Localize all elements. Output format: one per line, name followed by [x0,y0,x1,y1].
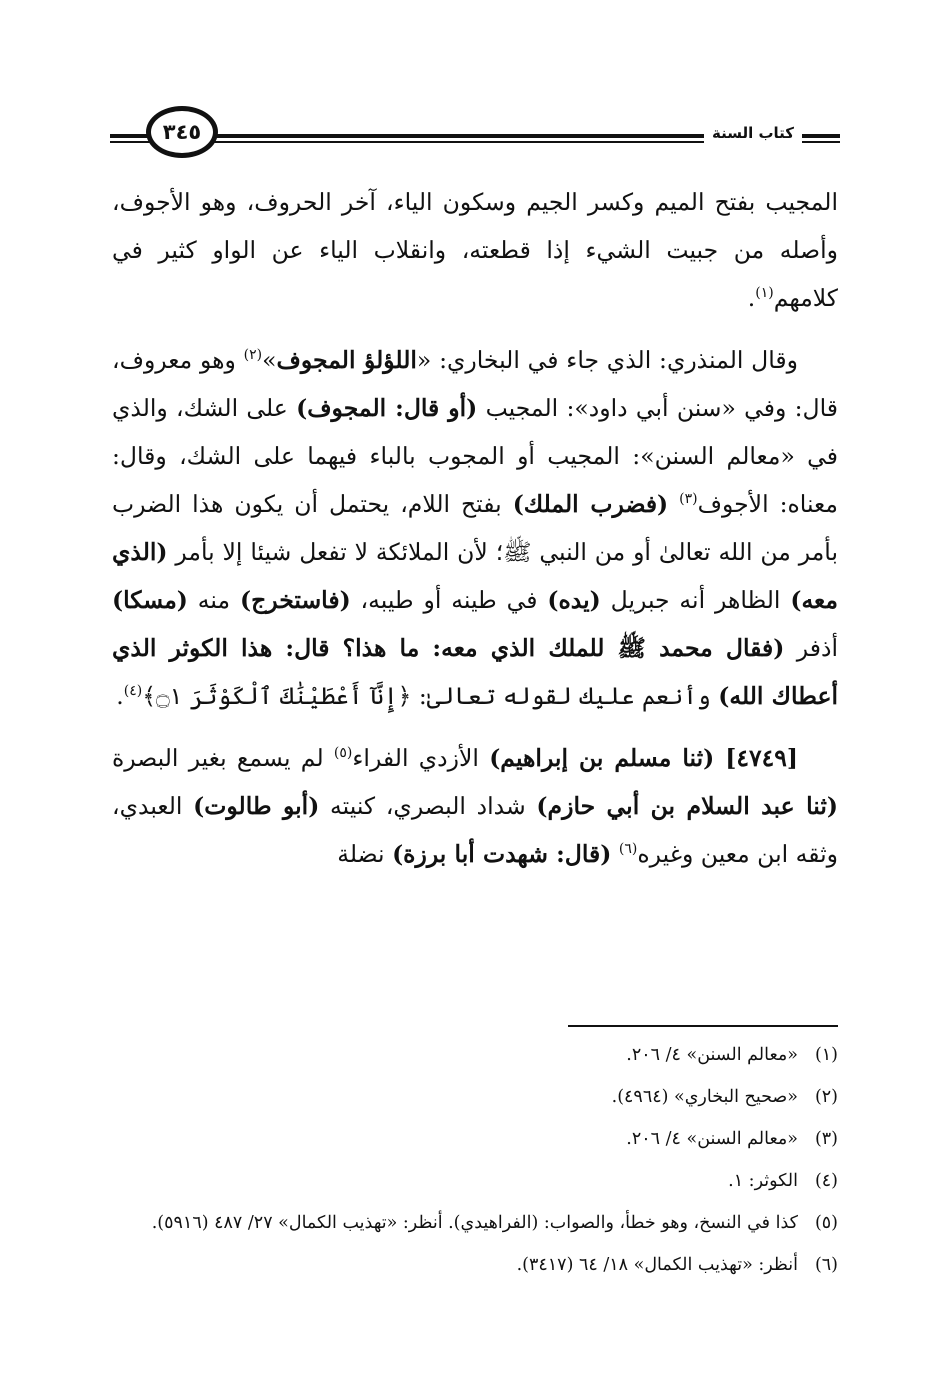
p3-t5 [611,840,618,868]
footnote-number: (٥) [814,1213,838,1233]
p2-t8: في طينه أو طيبه، [350,586,548,614]
p2-t4: على الشك، والذي في «معالم السنن»: المجيب أو المجوب بالباء فيهما على الشك، وقال: معناه: الأجوف [112,394,838,518]
p2-t11: وأنعم عليك لقوله تعالىٰ: ﴿إِنَّآ أَعْطَيْنَٰكَ ٱلْكَوْثَرَ ۝١﴾ [142,682,719,710]
p2-t2: » [262,346,277,374]
footnote-number: (٢) [814,1087,838,1107]
footnote-ref-4: (٤) [123,683,143,700]
p3-b2: (ثنا عبد السلام بن أبي حازم) [536,792,838,820]
p2-t9: منه [187,586,240,614]
footnote-number: (١) [814,1045,838,1065]
p2-t3: وهو معروف، قال: وفي «سنن أبي داود»: المجيب [112,346,839,422]
page-header [110,100,840,164]
footnote-ref-1: (١) [755,285,774,302]
p2-t7: الظاهر أنه جبريل [600,586,791,614]
footnote-number: (٣) [814,1129,838,1149]
footnote-ref-3: (٣) [679,491,698,508]
footnote-text: «صحيح البخاري» (٤٩٦٤). [611,1087,798,1107]
p3-t6: نضلة [337,840,393,868]
p2-t1: وقال المنذري: الذي جاء في البخاري: « [416,346,798,374]
footnote-text: أنظر: «تهذيب الكمال» ١٨/ ٦٤ (٣٤١٧). [516,1255,798,1275]
p3-b1: [٤٧٤٩] (ثنا مسلم بن إبراهيم) [489,744,799,772]
p2-b2: (أو قال: المجوف) [296,394,478,422]
footnote [112,1124,838,1154]
footnote-ref-2: (٢) [243,347,263,364]
footnote-ref-5: (٥) [333,745,353,762]
footnotes [112,1040,838,1292]
p3-t1: الأزدي الفراء [352,744,490,772]
p2-b1: اللؤلؤ المجوف [276,346,417,374]
p3-t3: شداد البصري، كنيته [319,792,537,820]
footnote-text: كذا في النسخ، وهو خطأ، والصواب: (الفراهيدي). أنظر: «تهذيب الكمال» ٢٧/ ٤٨٧ (٥٩١٦). [151,1213,798,1233]
footnote [112,1082,838,1112]
footnote-text: «معالم السنن» ٤/ ٢٠٦. [626,1045,798,1065]
footnote-text: «معالم السنن» ٤/ ٢٠٦. [626,1129,798,1149]
footnote-number: (٦) [814,1255,838,1275]
running-title: كتاب السنة [704,122,802,144]
p2-b8: (فقال محمد ﷺ للملك الذي معه: ما هذا؟ قال: هذا الكوثر الذي أعطاك الله) [112,634,838,710]
main-text [112,178,838,892]
footnote-separator [568,1025,838,1027]
paragraph-3 [112,734,838,878]
p2-end: . [116,682,124,710]
page-number: ٣٤٥ [146,106,218,158]
p2-b3: (فضرب الملك) [512,490,669,518]
footnote [112,1166,838,1196]
p2-b7: (مسكا) [112,586,188,614]
p2-t10: أذفر [784,634,838,662]
footnote-text: الكوثر: ١. [728,1171,798,1191]
footnote [112,1208,838,1238]
footnote-number: (٤) [814,1171,838,1191]
footnote [112,1250,838,1280]
p3-t4: العبدي، وثقه ابن معين وغيره [112,792,838,868]
p2-b5: (يده) [547,586,601,614]
p3-b3: (أبو طالوت) [193,792,320,820]
p2-b4: (الذي معه) [112,538,838,614]
footnote-ref-6: (٦) [618,841,638,858]
footnote [112,1040,838,1070]
p1-text: المجيب بفتح الميم وكسر الجيم وسكون الياء، آخر الحروف، وهو الأجوف، وأصله من جبيت الشيء إذا قطعته، وانقلاب الياء عن الواو كثير في كلامهم [112,188,838,312]
p2-b6: (فاستخرج) [239,586,351,614]
p2-t5 [668,490,679,518]
paragraph-1 [112,178,838,322]
paragraph-2 [112,336,838,720]
p1-end: . [747,284,756,312]
p3-t2: لم يسمع بغير البصرة [112,744,334,772]
p2-t6: بفتح اللام، يحتمل أن يكون هذا الضرب بأمر من الله تعالىٰ أو من النبي ﷺ؛ لأن الملائكة لا تفعل شيئا إلا بأمر [112,490,838,566]
p3-b4: (قال: شهدت أبا برزة) [392,840,612,868]
